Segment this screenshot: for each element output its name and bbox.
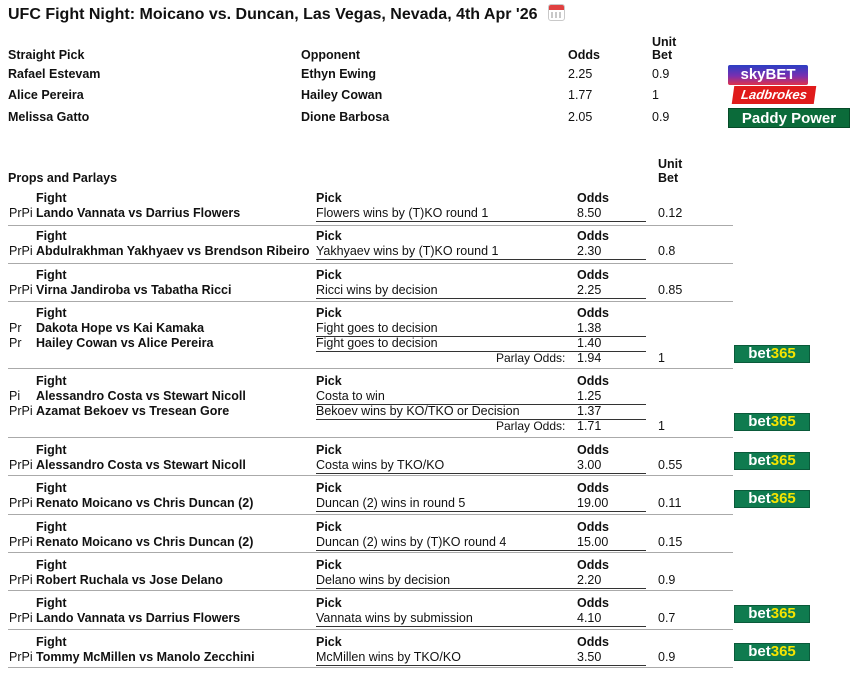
odds-column-label: Odds [577, 481, 609, 495]
odds-column-label: Odds [577, 374, 609, 388]
pick-text: Costa wins by TKO/KO [316, 458, 445, 472]
bet365-logo-text-a: bet [748, 413, 771, 430]
bet-prefix: PrPi [9, 573, 33, 587]
block-separator [8, 368, 733, 369]
bet365-logo[interactable] [734, 452, 810, 470]
row-underline [316, 588, 646, 589]
fight-name: Alessandro Costa vs Stewart Nicoll [36, 389, 246, 403]
bet365-logo[interactable] [734, 643, 810, 661]
calendar-icon [548, 4, 565, 21]
pick-column-label: Pick [316, 268, 342, 282]
odds-value: 1.38 [577, 321, 602, 335]
props-bet-header: Bet [658, 171, 679, 185]
odds-column-label: Odds [577, 191, 609, 205]
odds-value: 3.00 [577, 458, 602, 472]
unit-bet-value: 0.85 [658, 283, 683, 297]
odds-value: 1.25 [577, 389, 602, 403]
skybet-logo[interactable]: skyBET [728, 65, 808, 85]
fight-column-label: Fight [36, 374, 67, 388]
pick-column-label: Pick [316, 520, 342, 534]
odds-column-label: Odds [577, 558, 609, 572]
opponent-header: Opponent [301, 48, 361, 62]
odds-column-label: Odds [577, 596, 609, 610]
parlay-odds-label: Parlay Odds: [496, 351, 566, 365]
bet365-logo[interactable] [734, 605, 810, 623]
pick-text: Costa to win [316, 389, 385, 403]
straight-pick-name: Melissa Gatto [8, 110, 90, 124]
fight-column-label: Fight [36, 229, 67, 243]
bet365-logo-text-a: bet [748, 345, 771, 362]
pick-text: Fight goes to decision [316, 336, 438, 350]
bet-prefix: PrPi [9, 458, 33, 472]
block-separator [8, 667, 733, 668]
pick-column-label: Pick [316, 443, 342, 457]
pick-column-label: Pick [316, 635, 342, 649]
fight-column-label: Fight [36, 558, 67, 572]
straight-odds: 1.77 [568, 88, 593, 102]
parlay-odds-label: Parlay Odds: [496, 419, 566, 433]
row-underline [316, 511, 646, 512]
bet365-logo[interactable] [734, 490, 810, 508]
bet365-logo-text-b: 365 [770, 643, 796, 660]
odds-value: 1.40 [577, 336, 602, 350]
pick-text: Duncan (2) wins in round 5 [316, 496, 466, 510]
row-underline [316, 221, 646, 222]
parlay-odds-value: 1.94 [577, 351, 602, 365]
odds-column-label: Odds [577, 306, 609, 320]
pick-column-label: Pick [316, 596, 342, 610]
bet-prefix: PrPi [9, 611, 33, 625]
fight-column-label: Fight [36, 481, 67, 495]
bet-prefix: PrPi [9, 283, 33, 297]
unit-header: Unit [652, 35, 677, 49]
odds-value: 4.10 [577, 611, 602, 625]
bet-prefix: PrPi [9, 535, 33, 549]
fight-name: Renato Moicano vs Chris Duncan (2) [36, 496, 254, 510]
bet-prefix: PrPi [9, 496, 33, 510]
block-separator [8, 552, 733, 553]
block-separator [8, 263, 733, 264]
unit-bet-value: 0.7 [658, 611, 676, 625]
fight-name: Alessandro Costa vs Stewart Nicoll [36, 458, 246, 472]
bet365-logo-text-b: 365 [770, 413, 796, 430]
pick-column-label: Pick [316, 481, 342, 495]
odds-value: 2.25 [577, 283, 602, 297]
unit-bet-value: 0.11 [658, 496, 682, 510]
bet365-logo-text-a: bet [748, 605, 771, 622]
bet-prefix: Pr [9, 336, 22, 350]
fight-column-label: Fight [36, 306, 67, 320]
odds-value: 1.37 [577, 404, 602, 418]
fight-name: Lando Vannata vs Darrius Flowers [36, 206, 241, 220]
bet-header: Bet [652, 48, 673, 62]
bet365-logo-text-b: 365 [770, 605, 796, 622]
pick-column-label: Pick [316, 191, 342, 205]
fight-column-label: Fight [36, 520, 67, 534]
row-underline [316, 665, 646, 666]
pick-text: Fight goes to decision [316, 321, 438, 335]
pick-column-label: Pick [316, 374, 342, 388]
props-unit-header: Unit [658, 157, 683, 171]
pick-text: Bekoev wins by KO/TKO or Decision [316, 404, 520, 418]
pick-text: Yakhyaev wins by (T)KO round 1 [316, 244, 499, 258]
bet-prefix: PrPi [9, 206, 33, 220]
straight-opponent: Hailey Cowan [301, 88, 383, 102]
unit-bet-value: 0.12 [658, 206, 683, 220]
bet-prefix: PrPi [9, 650, 33, 664]
row-underline [316, 259, 646, 260]
odds-column-label: Odds [577, 635, 609, 649]
block-separator [8, 629, 733, 630]
straight-opponent: Ethyn Ewing [301, 67, 376, 81]
pick-column-label: Pick [316, 558, 342, 572]
bet365-logo-text-b: 365 [770, 490, 796, 507]
fight-name: Hailey Cowan vs Alice Pereira [36, 336, 214, 350]
block-separator [8, 437, 733, 438]
straight-opponent: Dione Barbosa [301, 110, 390, 124]
pick-text: Ricci wins by decision [316, 283, 438, 297]
odds-value: 2.30 [577, 244, 602, 258]
row-underline [316, 473, 646, 474]
odds-value: 3.50 [577, 650, 602, 664]
row-underline [316, 550, 646, 551]
bet365-logo[interactable] [734, 413, 810, 431]
odds-value: 2.20 [577, 573, 602, 587]
row-underline [316, 298, 646, 299]
row-underline [316, 626, 646, 627]
fight-name: Tommy McMillen vs Manolo Zecchini [36, 650, 255, 664]
fight-name: Lando Vannata vs Darrius Flowers [36, 611, 241, 625]
block-separator [8, 301, 733, 302]
fight-name: Robert Ruchala vs Jose Delano [36, 573, 223, 587]
unit-bet-value: 0.8 [658, 244, 676, 258]
unit-bet-value: 1 [658, 419, 665, 433]
pick-text: Flowers wins by (T)KO round 1 [316, 206, 489, 220]
odds-value: 19.00 [577, 496, 609, 510]
pick-column-label: Pick [316, 229, 342, 243]
bet-prefix: Pi [9, 389, 21, 403]
unit-bet-value: 0.55 [658, 458, 683, 472]
paddy-power-logo[interactable]: Paddy Power [728, 108, 850, 128]
pick-text: Duncan (2) wins by (T)KO round 4 [316, 535, 507, 549]
unit-bet-value: 0.15 [658, 535, 683, 549]
odds-column-label: Odds [577, 229, 609, 243]
props-parlays-header: Props and Parlays [8, 171, 118, 185]
bet-prefix: PrPi [9, 404, 33, 418]
fight-column-label: Fight [36, 596, 67, 610]
fight-column-label: Fight [36, 268, 67, 282]
straight-unit: 0.9 [652, 110, 670, 124]
fight-name: Abdulrakhman Yakhyaev vs Brendson Ribeiro [36, 244, 310, 258]
block-separator [8, 225, 733, 226]
pick-column-label: Pick [316, 306, 342, 320]
fight-column-label: Fight [36, 191, 67, 205]
bet365-logo-text-a: bet [748, 452, 771, 469]
unit-bet-value: 1 [658, 351, 665, 365]
unit-bet-value: 0.9 [658, 650, 676, 664]
odds-header: Odds [568, 48, 600, 62]
parlay-odds-value: 1.71 [577, 419, 602, 433]
odds-column-label: Odds [577, 268, 609, 282]
fight-name: Dakota Hope vs Kai Kamaka [36, 321, 205, 335]
straight-pick-name: Rafael Estevam [8, 67, 101, 81]
straight-unit: 0.9 [652, 67, 670, 81]
bet-prefix: PrPi [9, 244, 33, 258]
odds-column-label: Odds [577, 520, 609, 534]
block-separator [8, 590, 733, 591]
block-separator [8, 475, 733, 476]
bet365-logo[interactable] [734, 345, 810, 363]
odds-column-label: Odds [577, 443, 609, 457]
block-separator [8, 514, 733, 515]
bet365-logo-text-a: bet [748, 643, 771, 660]
straight-pick-name: Alice Pereira [8, 88, 84, 102]
pick-text: Vannata wins by submission [316, 611, 473, 625]
bet365-logo-text-b: 365 [770, 452, 796, 469]
straight-pick-header: Straight Pick [8, 48, 85, 62]
odds-value: 15.00 [577, 535, 609, 549]
page-title: UFC Fight Night: Moicano vs. Duncan, Las Vegas, Nevada, 4th Apr '26 [8, 6, 538, 23]
fight-column-label: Fight [36, 443, 67, 457]
straight-unit: 1 [652, 88, 659, 102]
unit-bet-value: 0.9 [658, 573, 676, 587]
fight-column-label: Fight [36, 635, 67, 649]
fight-name: Virna Jandiroba vs Tabatha Ricci [36, 283, 232, 297]
fight-name: Renato Moicano vs Chris Duncan (2) [36, 535, 254, 549]
pick-text: McMillen wins by TKO/KO [316, 650, 461, 664]
bet-prefix: Pr [9, 321, 22, 335]
straight-odds: 2.05 [568, 110, 593, 124]
bet365-logo-text-b: 365 [770, 345, 796, 362]
ladbrokes-logo[interactable]: Ladbrokes [732, 86, 817, 104]
odds-value: 8.50 [577, 206, 602, 220]
straight-odds: 2.25 [568, 67, 593, 81]
bet365-logo-text-a: bet [748, 490, 771, 507]
fight-name: Azamat Bekoev vs Tresean Gore [36, 404, 230, 418]
pick-text: Delano wins by decision [316, 573, 451, 587]
